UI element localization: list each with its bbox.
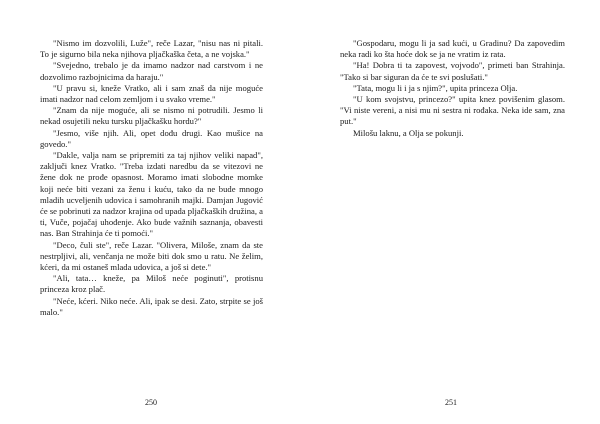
paragraph: "Svejedno, trebalo je da imamo nadzor nad carstvom i ne dozvolimo razbojnicima da haraju." (40, 60, 263, 82)
paragraph: "Tata, mogu li i ja s njim?", upita princeza Olja. (353, 82, 518, 93)
paragraph: "Deco, čuli ste", reče Lazar. "Olivera, Miloše, znam da ste nestrpljivi, ali, venčanja ne može biti dok smo u ratu. Ne želim, kćeri, da mi ostaneš mlada udovica, a još si dete." (40, 239, 263, 273)
paragraph: "Neće, kćeri. Niko neće. Ali, ipak se desi. Zato, strpite se još malo." (40, 295, 263, 317)
paragraph: "Gospodaru, mogu li ja sad kući, u Gradinu? Da zapovedim neka radi ko šta hoće dok se ja ne vratim iz rata. (340, 38, 565, 60)
paragraph: "Ha! Dobra ti ta zapovest, vojvodo", primeti ban Strahinja. "Tako si bar siguran da će te svi poslušati." (340, 60, 565, 82)
paragraph: "Ali, tata… kneže, pa Miloš neće poginuti", protisnu princeza kroz plač. (40, 273, 263, 295)
paragraph: "U kom svojstvu, princezo?" upita knez povišenim glasom. "Vi niste vereni, a nisi mu ni sestra ni rođaka. Neka ide sam, zna put." (340, 94, 565, 127)
page-number: 250 (145, 398, 157, 407)
paragraph: "Jesmo, više njih. Ali, opet dođu drugi. Kao mušice na govedo." (40, 127, 263, 149)
paragraph: "Dakle, valja nam se pripremiti za taj njihov veliki napad", zaključi knez Vratko. "Treba izdati naredbu da se vitezovi ne žene dok ne prođe opasnost. Moramo imati slobodne momke koji neće biti vezani za ženu i kuću, tako da ne bude mnogo mladih ucveljenih udovica i samohranih majki. Damjan Jugović će se pobrinuti za nadzor krajina od upada pljačkaških družina, a ti, Vuče, pojačaj uhođenje. Ako bude važnih saznanja, obavesti nas. Ban Strahinja će ti pomoći." (40, 150, 263, 239)
page-number: 251 (445, 398, 457, 407)
paragraph: "U pravu si, kneže Vratko, ali i sam znaš da nije moguće imati nadzor nad celom zemljom i u svako vreme." (40, 82, 263, 105)
right-page-text (340, 38, 565, 139)
paragraph: "Nismo im dozvolili, Luže", reče Lazar, "nisu nas ni pitali. To je sigurno bila neka njihova pljačkaška četa, a ne vojska." (40, 38, 263, 60)
paragraph: Milošu laknu, a Olja se pokunji. (353, 127, 464, 138)
paragraph: "Znam da nije moguće, ali se nismo ni potrudili. Jesmo li nekad osujetili neku tursku pljačkašku hordu?" (40, 105, 263, 127)
